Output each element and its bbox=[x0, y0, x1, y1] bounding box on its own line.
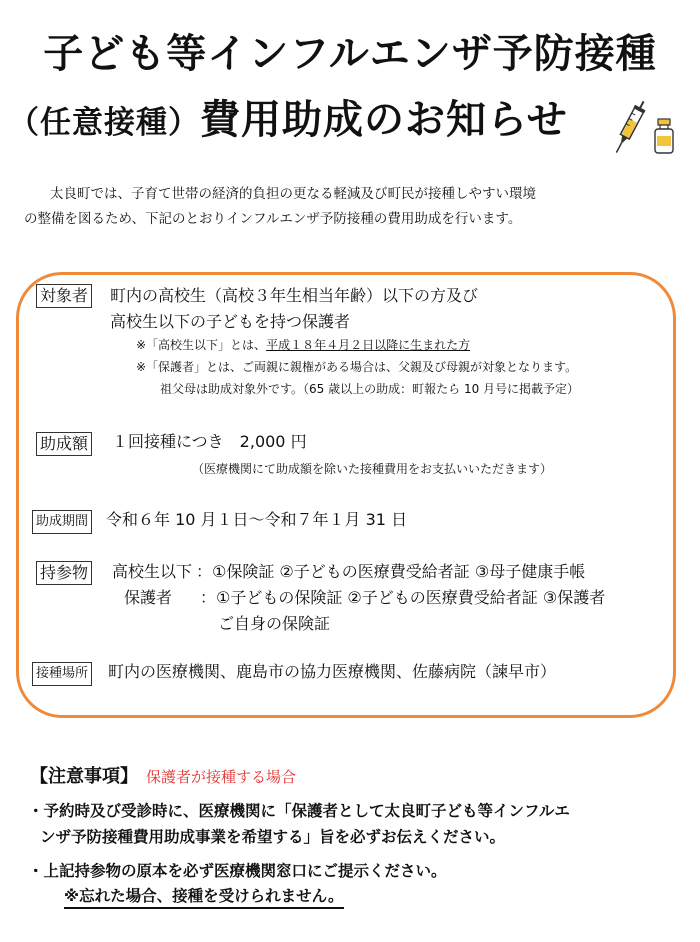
caution-bullet2: ・上記持参物の原本を必ず医療機関窓口にご提示ください。 bbox=[28, 862, 447, 880]
period-label: 助成期間 bbox=[32, 510, 92, 534]
caution-title: 【注意事項】 bbox=[30, 766, 138, 787]
intro-line1: 太良町では、子育て世帯の経済的負担の更なる軽減及び町民が接種しやすい環境 bbox=[50, 186, 536, 202]
caution-warning: ※忘れた場合、接種を受けられません。 bbox=[64, 884, 344, 909]
caution-subtitle: 保護者が接種する場合 bbox=[146, 768, 297, 786]
target-note3: 祖父母は助成対象外です。（65 歳以上の助成：町報たら 10 月号に掲載予定） bbox=[160, 382, 580, 396]
target-note1 bbox=[136, 334, 470, 356]
items-row2-who: 保護者 bbox=[124, 588, 173, 607]
amount-line1: １回接種につき 2,000 円 bbox=[112, 432, 307, 451]
syringe-icon bbox=[612, 96, 648, 158]
intro-line2: の整備を図るため、下記のとおりインフルエンザ予防接種の費用助成を行います。 bbox=[24, 211, 522, 227]
target-note1-underlined: 平成１８年４月２日以降に生まれた方 bbox=[266, 338, 471, 352]
items-label: 持参物 bbox=[36, 561, 92, 585]
amount-note: （医療機関にて助成額を除いた接種費用をお支払いいただきます） bbox=[192, 462, 553, 476]
amount-label: 助成額 bbox=[36, 432, 92, 456]
caution-heading bbox=[30, 762, 296, 788]
items-row1-what: ：①保険証 ②子どもの医療費受給者証 ③母子健康手帳 bbox=[196, 562, 586, 581]
title-main: 費用助成のお知らせ bbox=[200, 97, 568, 143]
page-title-line1: 子ども等インフルエンザ予防接種 bbox=[43, 31, 657, 77]
target-line2: 高校生以下の子どもを持つ保護者 bbox=[110, 312, 351, 331]
items-row1-who: 高校生以下 bbox=[112, 562, 193, 581]
page-title-line2 bbox=[8, 88, 568, 145]
place-text: 町内の医療機関、鹿島市の協力医療機関、佐藤病院（諫早市） bbox=[108, 662, 557, 681]
items-row3: ご自身の保険証 bbox=[218, 614, 331, 633]
target-line1: 町内の高校生（高校３年生相当年齢）以下の方及び bbox=[110, 286, 479, 305]
target-note1-prefix: ※「高校生以下」とは、 bbox=[136, 338, 267, 352]
title-paren: （任意接種） bbox=[8, 105, 200, 141]
place-label: 接種場所 bbox=[32, 662, 92, 686]
period-text: 令和６年 10 月１日～令和７年１月 31 日 bbox=[106, 510, 408, 529]
target-label: 対象者 bbox=[36, 284, 92, 308]
target-note2: ※「保護者」とは、ご両親に親権がある場合は、父親及び母親が対象となります。 bbox=[136, 360, 578, 374]
intro-text bbox=[24, 182, 684, 232]
caution-bullet1-line2: ンザ予防接種費用助成事業を希望する」旨を必ずお伝えください。 bbox=[40, 828, 506, 846]
vial-icon bbox=[652, 118, 676, 154]
caution-bullet1-line1: ・予約時及び受診時に、医療機関に「保護者として太良町子ども等インフルエ bbox=[28, 802, 570, 820]
items-row2-what: ：①子どもの保険証 ②子どもの医療費受給者証 ③保護者 bbox=[200, 588, 606, 607]
